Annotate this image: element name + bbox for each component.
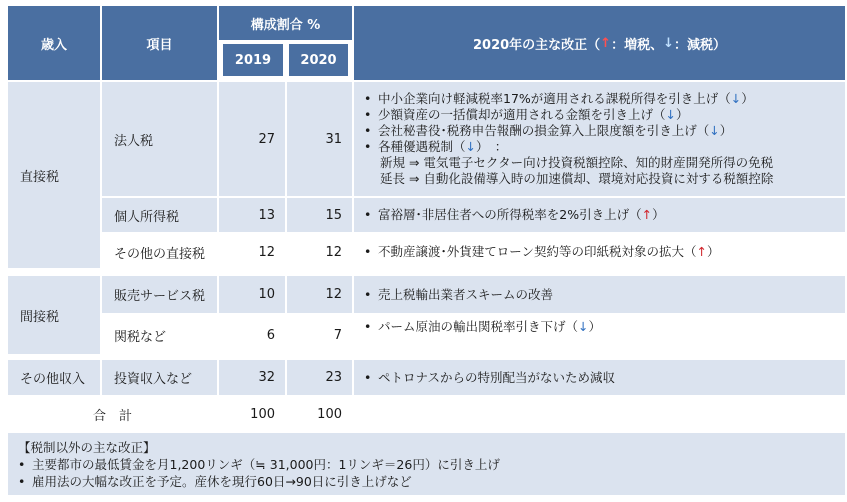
change-tail: ） ： <box>476 139 508 154</box>
row-total-changes <box>354 397 845 431</box>
bullet-icon: • <box>364 123 372 138</box>
value-2019: 6 <box>266 328 275 343</box>
up-arrow-icon: ↑ <box>641 207 653 222</box>
value-2020: 15 <box>325 207 342 223</box>
value-2020: 7 <box>333 328 342 343</box>
header-2019-label: 2019 <box>234 52 272 68</box>
change-tail: ） <box>652 207 665 222</box>
row-customs-2020 <box>287 315 352 356</box>
header-main-changes <box>354 6 845 80</box>
value-2019: 13 <box>258 207 275 223</box>
bullet-icon: • <box>18 457 26 472</box>
row-item-sales <box>102 276 217 313</box>
row-sales-2020 <box>287 276 352 313</box>
change-item <box>364 139 507 155</box>
change-item <box>364 91 754 107</box>
bullet-icon: • <box>364 91 372 106</box>
value-2019: 27 <box>258 131 275 147</box>
row-total-2019 <box>219 397 285 431</box>
row-total-2020 <box>287 397 352 431</box>
bullet-icon: • <box>18 474 26 489</box>
header-share-label: 構成割合 % <box>250 17 321 33</box>
change-tail: ） <box>676 107 689 122</box>
group-indirect-label: 間接税 <box>20 309 60 325</box>
down-arrow-icon: ↓ <box>665 107 676 122</box>
row-corp-2019 <box>219 82 285 196</box>
row-item-personal <box>102 198 217 232</box>
change-item <box>364 370 615 386</box>
non-tax-notes <box>8 433 845 495</box>
notes-text: 雇用法の大幅な改正を予定。産休を現行60日→90日に引き上げなど <box>32 474 412 489</box>
notes-title: 【税制以外の主な改正】 <box>18 440 156 455</box>
value-2020: 23 <box>325 370 342 385</box>
total-label: 合 計 <box>92 408 132 424</box>
value-2020: 100 <box>317 406 342 422</box>
bullet-icon: • <box>364 139 372 154</box>
up-arrow-icon: ↑ <box>696 244 707 259</box>
item-label: 個人所得税 <box>114 209 180 225</box>
change-text: ペトロナスからの特別配当がないため減収 <box>378 369 616 385</box>
changes-customs <box>354 315 845 356</box>
change-sub-text: 新規 ⇒ 電気電子セクター向け投資税額控除、知的財産開発所得の免税 <box>380 155 774 170</box>
change-subitem <box>364 171 773 187</box>
changes-invest <box>354 360 845 395</box>
down-arrow-icon: ↓ <box>578 319 589 334</box>
changes-other-direct <box>354 234 845 270</box>
down-arrow-icon: ↓ <box>663 35 674 51</box>
change-text: 会社秘書役･税務申告報酬の損金算入上限度額を引き上げ（ <box>378 123 710 138</box>
row-personal-2020 <box>287 198 352 232</box>
header-main-pre: 2020年の主な改正（ <box>472 37 601 53</box>
row-other-direct-2020 <box>287 234 352 270</box>
row-item-invest <box>102 360 217 395</box>
notes-item <box>18 456 835 473</box>
header-revenue-label: 歳入 <box>40 37 67 53</box>
header-revenue <box>8 6 100 80</box>
notes-text: 主要都市の最低賃金を月1,200リンギ（≒ 31,000円：1リンギ＝26円）に引き上げ <box>32 457 500 472</box>
down-arrow-icon: ↓ <box>465 139 476 154</box>
change-text: 各種優遇税制（ <box>378 139 466 154</box>
row-item-customs <box>102 315 217 356</box>
row-corp-2020 <box>287 82 352 196</box>
change-text: 富裕層･非居住者への所得税率を2%引き上げ（ <box>378 207 642 222</box>
bullet-icon: • <box>364 107 372 122</box>
header-item <box>102 6 217 80</box>
changes-corp <box>354 82 845 196</box>
value-2020: 12 <box>325 244 342 260</box>
change-tail: ） <box>588 319 602 334</box>
change-item <box>364 207 665 223</box>
change-sub-text: 延長 ⇒ 自動化設備導入時の加速償却、環境対応投資に対する税額控除 <box>380 171 774 186</box>
row-invest-2020 <box>287 360 352 395</box>
change-text: 売上税輸出業者スキームの改善 <box>378 286 554 302</box>
row-customs-2019 <box>219 315 285 356</box>
change-text: 不動産譲渡･外貨建てローン契約等の印紙税対象の拡大（ <box>378 244 697 259</box>
up-arrow-icon: ↑ <box>600 35 612 51</box>
bullet-icon: • <box>364 319 372 334</box>
row-sales-2019 <box>219 276 285 313</box>
bullet-icon: • <box>364 286 372 302</box>
header-main-post: ：減税） <box>674 37 727 53</box>
group-other-label: その他収入 <box>20 372 86 387</box>
header-2020 <box>287 42 350 78</box>
group-indirect <box>8 276 100 354</box>
change-text: 少額資産の一括償却が適用される金額を引き上げ（ <box>378 107 666 122</box>
change-tail: ） <box>719 123 733 138</box>
group-direct-label: 直接税 <box>20 169 60 185</box>
change-item <box>364 319 601 335</box>
item-label: 販売サービス税 <box>114 289 206 304</box>
value-2020: 12 <box>325 287 342 302</box>
row-personal-2019 <box>219 198 285 232</box>
down-arrow-icon: ↓ <box>730 91 742 106</box>
group-other <box>8 360 100 395</box>
bullet-icon: • <box>364 369 372 385</box>
change-text: 中小企業向け軽減税率17%が適用される課税所得を引き上げ（ <box>378 91 731 106</box>
item-label: 関税など <box>114 330 167 345</box>
value-2020: 31 <box>325 131 342 147</box>
down-arrow-icon: ↓ <box>709 123 720 138</box>
change-text: パーム原油の輸出関税率引き下げ（ <box>378 319 579 334</box>
change-item <box>364 107 689 123</box>
header-item-label: 項目 <box>146 37 173 53</box>
row-item-corp <box>102 82 217 196</box>
header-2019 <box>221 42 285 78</box>
row-other-direct-2019 <box>219 234 285 270</box>
change-item <box>364 244 720 260</box>
item-label: 法人税 <box>114 133 154 149</box>
item-label: 投資収入など <box>114 372 193 387</box>
header-main-mid: ：増税、 <box>611 37 664 53</box>
header-share <box>219 6 352 40</box>
value-2019: 12 <box>258 244 275 260</box>
value-2019: 10 <box>258 287 275 302</box>
change-subitem <box>364 155 773 171</box>
change-item <box>364 123 732 139</box>
change-item <box>364 287 553 303</box>
row-item-other-direct <box>102 234 217 270</box>
row-invest-2019 <box>219 360 285 395</box>
value-2019: 32 <box>258 370 275 385</box>
bullet-icon: • <box>364 244 372 259</box>
changes-sales <box>354 276 845 313</box>
change-tail: ） <box>707 244 720 259</box>
group-direct <box>8 82 100 268</box>
value-2019: 100 <box>250 406 275 422</box>
change-tail: ） <box>741 91 754 106</box>
bullet-icon: • <box>364 207 372 222</box>
header-2020-label: 2020 <box>300 52 337 68</box>
notes-item <box>18 473 835 490</box>
row-total-label <box>8 397 217 431</box>
changes-personal <box>354 198 845 232</box>
item-label: その他の直接税 <box>114 246 206 262</box>
